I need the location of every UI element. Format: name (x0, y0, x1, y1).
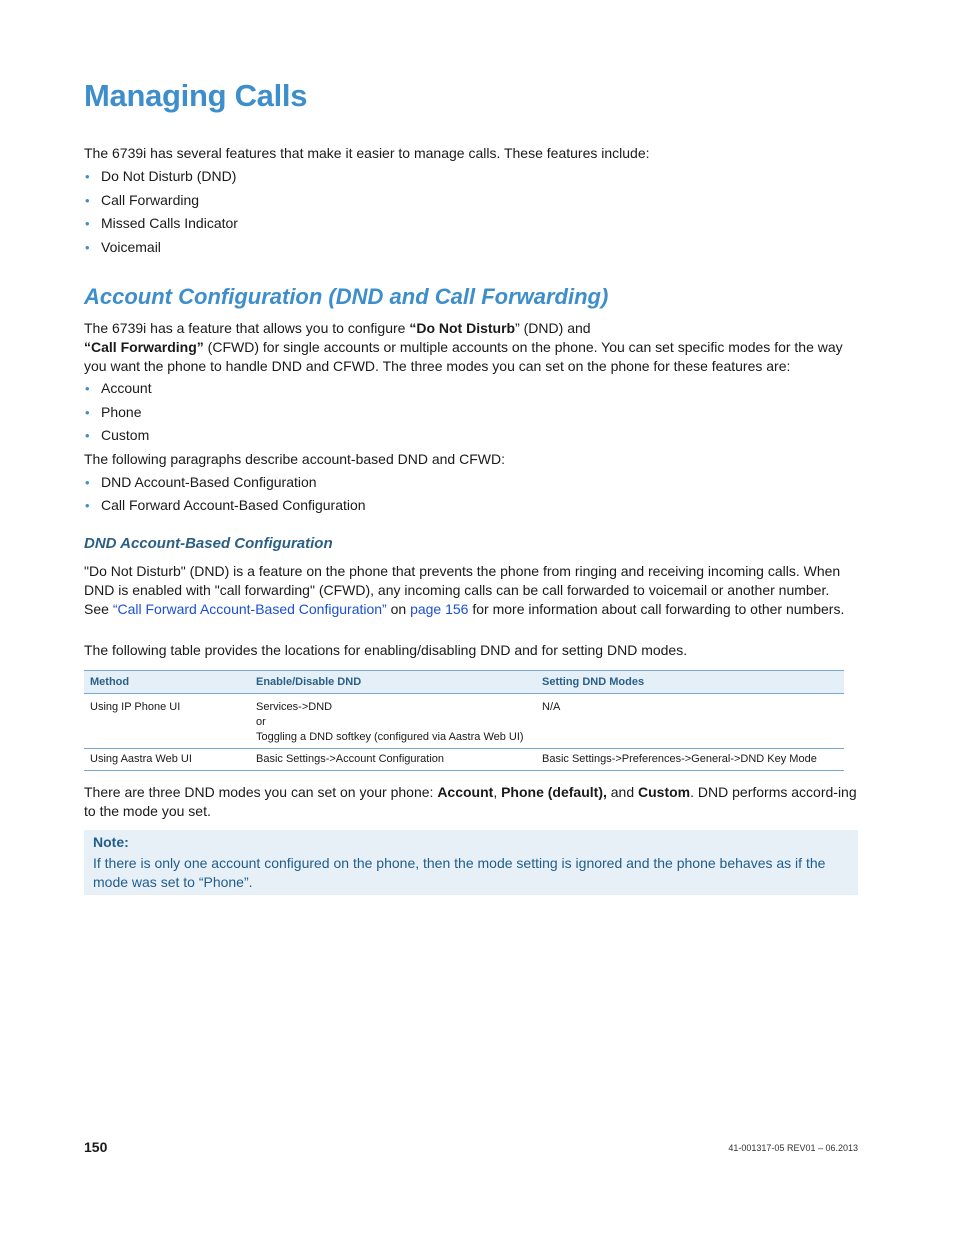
bullet-icon: • (85, 405, 90, 420)
cross-reference-link[interactable]: “Call Forward Account-Based Configuration” (112, 601, 387, 617)
table-cell: Services->DND or Toggling a DND softkey (configured via Aastra Web UI) (250, 694, 536, 749)
section-paragraph-2: The following paragraphs describe account-based DND and CFWD: (84, 451, 505, 467)
page-title: Managing Calls (84, 78, 308, 113)
subsection-heading: DND Account-Based Configuration (84, 535, 333, 552)
bullet-icon: • (85, 475, 90, 490)
page-reference-link[interactable]: page 156 (410, 601, 469, 617)
dnd-table (84, 670, 844, 771)
section-paragraph: The 6739i has a feature that allows you to configure “Do Not Disturb” (DND) and “Call Forwarding” (CFWD) for single accounts or multiple accounts on the phone. You can set specific modes for the way you want the phone to handle DND and CFWD. The three modes you can set on the phone for these features are: (84, 320, 843, 374)
document-id: 41-001317-05 REV01 – 06.2013 (728, 1143, 858, 1153)
note-box (84, 830, 858, 895)
bullet-icon: • (85, 428, 90, 443)
bullet-icon: • (85, 169, 90, 184)
note-title: Note: (93, 834, 129, 850)
table-cell: Using Aastra Web UI (84, 749, 250, 771)
table-row (84, 694, 844, 749)
bullet-icon: • (85, 498, 90, 513)
table-row (84, 749, 844, 771)
table-cell: Basic Settings->Preferences->General->DND Key Mode (536, 749, 844, 771)
bullet-icon: • (85, 240, 90, 255)
bullet-icon: • (85, 381, 90, 396)
column-header: Setting DND Modes (536, 671, 844, 694)
column-header: Method (84, 671, 250, 694)
table-cell: N/A (536, 694, 844, 749)
table-cell: Using IP Phone UI (84, 694, 250, 749)
table-intro-paragraph: The following table provides the locations for enabling/disabling DND and for setting DND modes. (84, 642, 688, 658)
dnd-modes-paragraph: There are three DND modes you can set on your phone: Account, Phone (default), and Custom. DND performs accord-ing to the mode you set. (84, 784, 857, 819)
bullet-icon: • (85, 216, 90, 231)
intro-paragraph: The 6739i has several features that make it easier to manage calls. These features include: (84, 145, 650, 161)
page-number: 150 (84, 1139, 108, 1155)
subsection-paragraph: "Do Not Disturb" (DND) is a feature on the phone that prevents the phone from ringing and receiving incoming calls. When DND is enabled with "call forwarding" (CFWD), any incoming calls can be call forwarded to voicemail or another number. See “Call Forward Account-Based Configuration” on page 156 for more information about call forwarding to other numbers. (84, 563, 845, 617)
table-cell: Basic Settings->Account Configuration (250, 749, 536, 771)
table-header-row (84, 671, 844, 694)
note-body: If there is only one account configured on the phone, then the mode setting is ignored and the phone behaves as if the mode was set to “Phone”. (93, 855, 826, 890)
column-header: Enable/Disable DND (250, 671, 536, 694)
bullet-icon: • (85, 193, 90, 208)
section-heading: Account Configuration (DND and Call Forwarding) (84, 284, 609, 309)
